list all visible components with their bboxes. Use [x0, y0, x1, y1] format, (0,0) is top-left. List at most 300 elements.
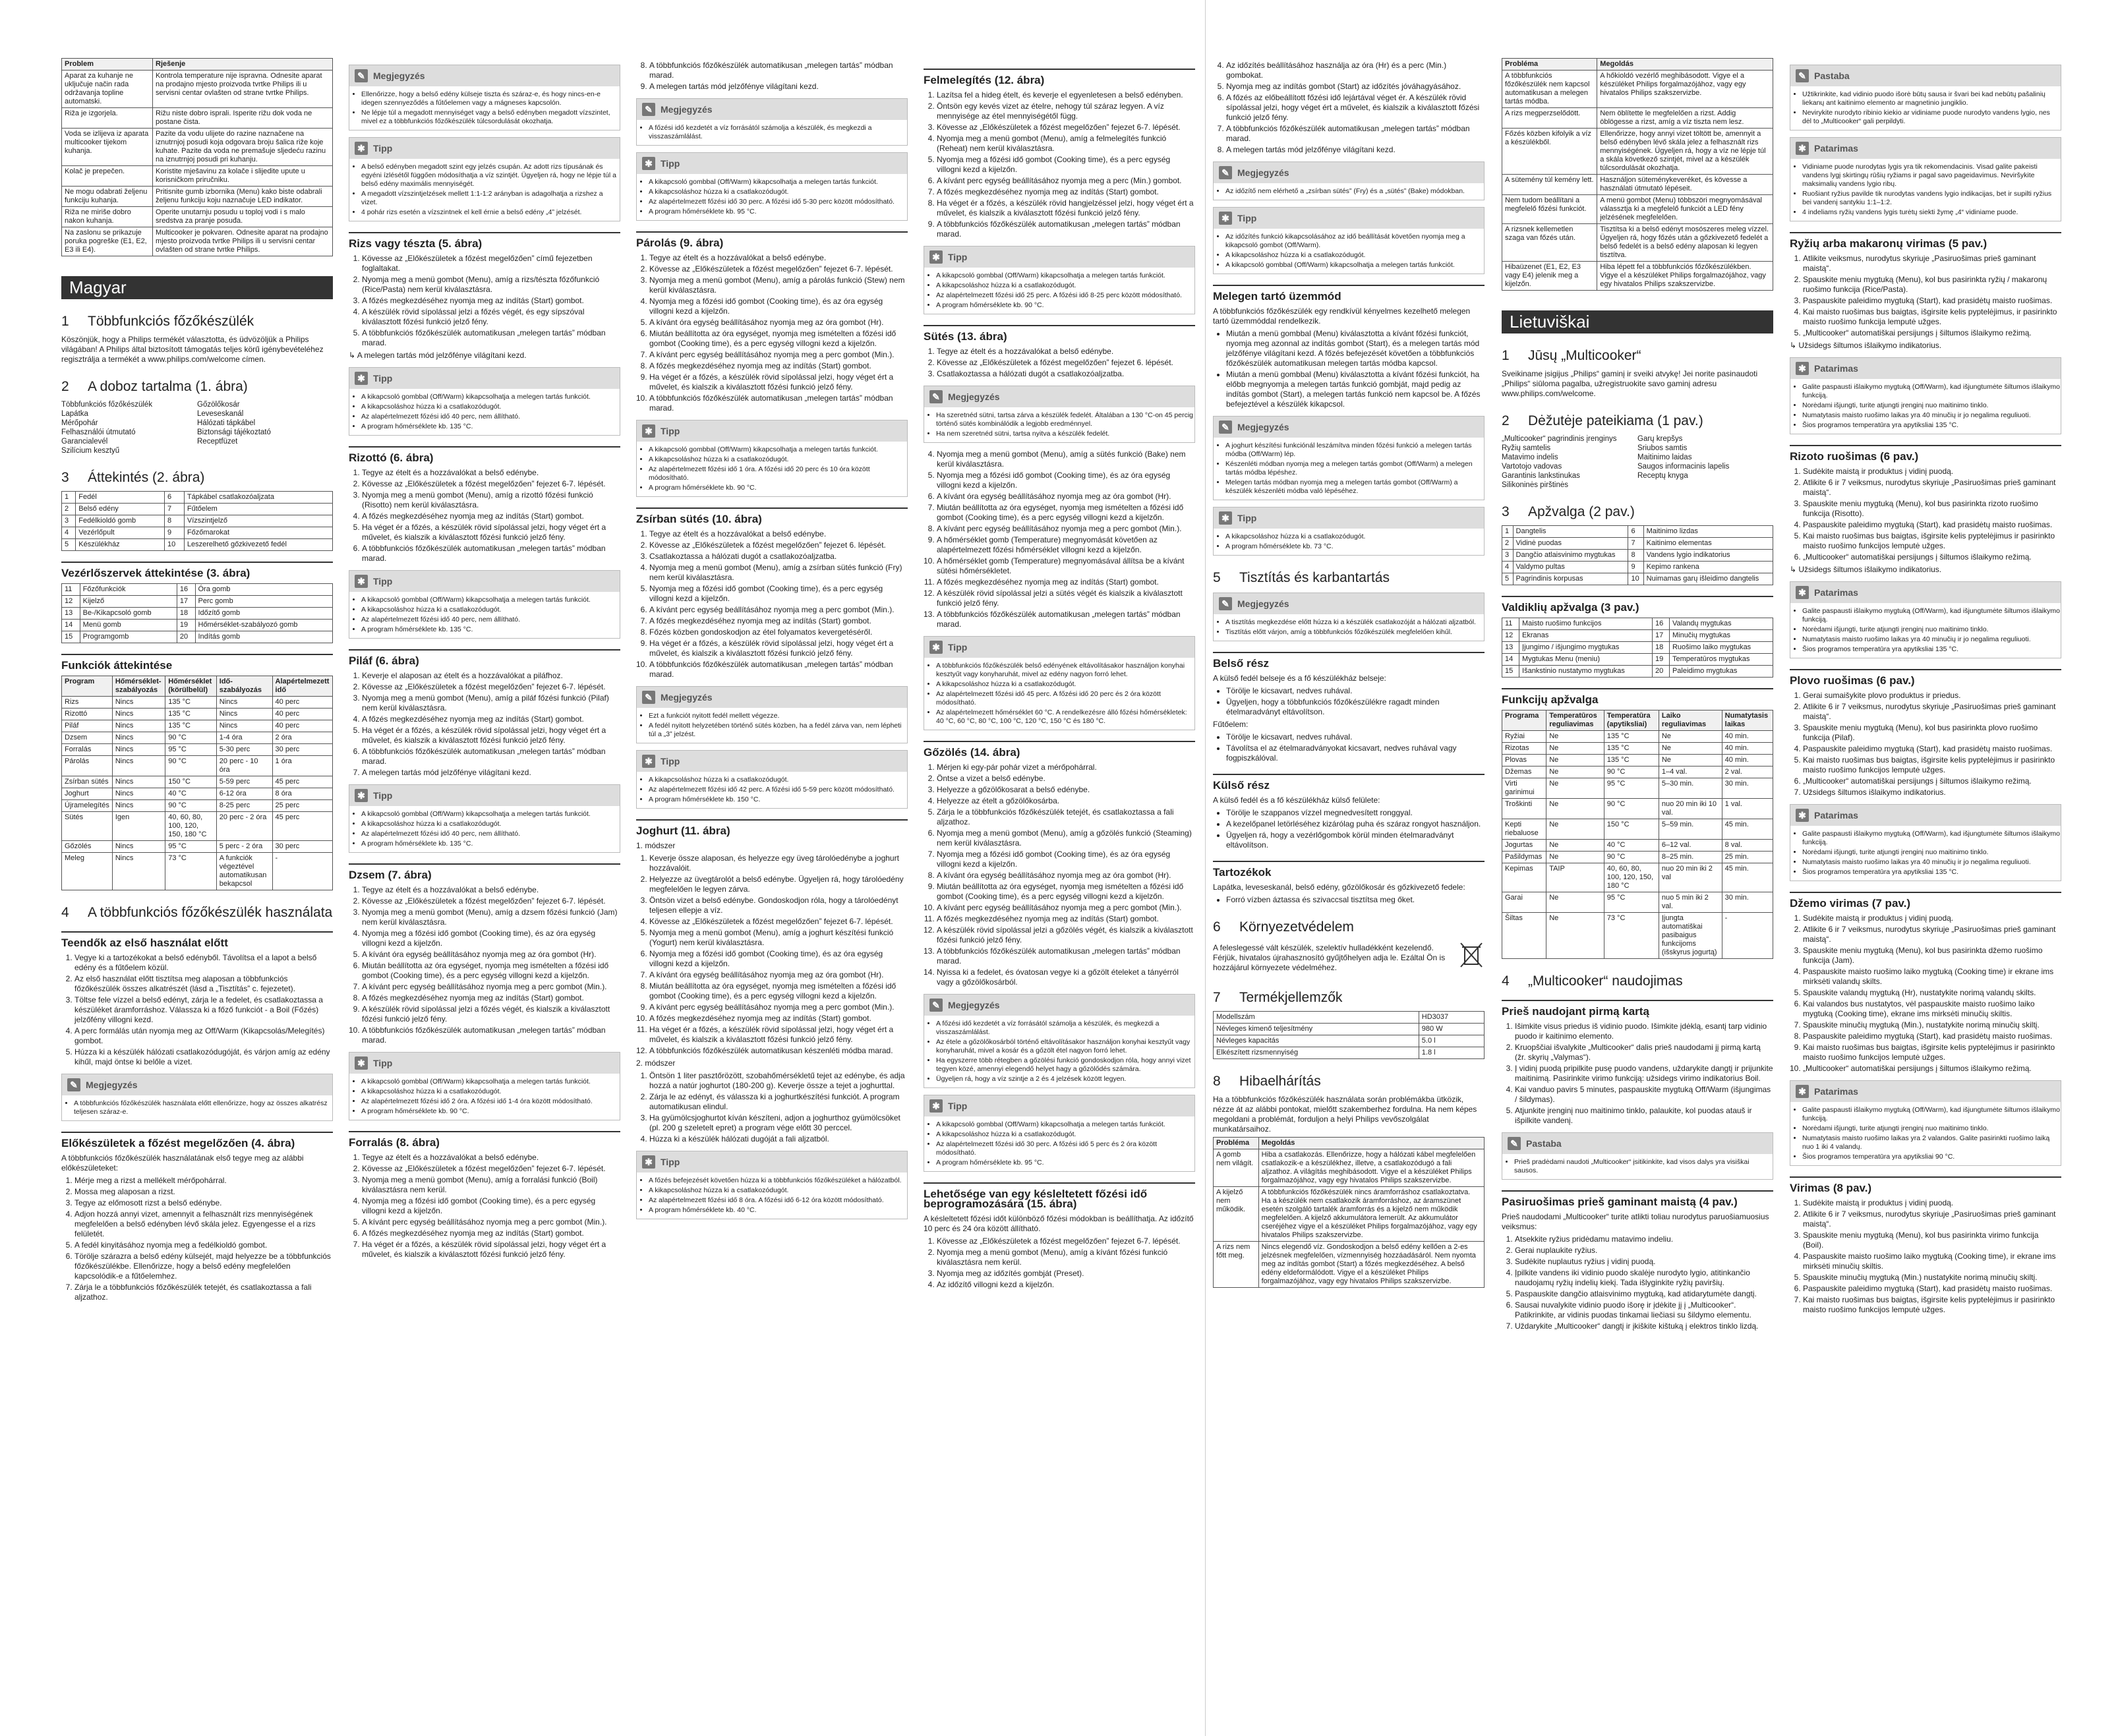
table-cell: 14: [62, 620, 80, 631]
tip-icon: ✱: [355, 789, 368, 802]
list-item: 1. Tegye az ételt és a hozzávalókat a belső edénybe.: [937, 347, 1195, 357]
boil-steps: [362, 1153, 620, 1259]
list-item: 2. Spauskite meniu mygtuką (Menu), kol bus pasirinkta ryžių / makaronų ruošimo funkcija (Rice/Pasta).: [1803, 275, 2061, 295]
table-cell: 6–12 val.: [1659, 840, 1722, 852]
table-cell: Įjungimo / išjungimo mygtukas: [1519, 642, 1653, 654]
functions-title: Funkciók áttekintése: [61, 654, 333, 670]
list-item: 7. Kai maisto ruošimas bus baigtas, išgirsite kelis pyptelėjimus ir pasirinkto maisto ruošimo funkcijos lemputė užges.: [1803, 1295, 2061, 1315]
table-cell: Voda se izlijeva iz aparata multicooker tijekom kuhanja.: [62, 129, 153, 166]
table-cell: 95 °C: [1604, 892, 1659, 913]
table-cell: 135 °C: [165, 709, 217, 720]
list-item: • Ha nem szeretnéd sütni, tartsa nyitva a készülék fedelét.: [936, 430, 1194, 438]
table-header-row: [1502, 710, 1773, 731]
prep-steps: [1515, 1234, 1773, 1331]
note-box: ✎ Megjegyzés • Az időzítő nem elérhető a „zsírban sütés” (Fry) és a „sütés” (Bake) módokban.: [1213, 161, 1485, 200]
table-cell: Programgomb: [80, 631, 177, 643]
table-row: [1502, 642, 1773, 654]
table-cell: 40 perc: [272, 720, 332, 732]
list-item: 6. Paspauskite paleidimo mygtuką (Start), kad prasidėtų maisto ruošimas.: [1803, 1284, 2061, 1294]
table-cell: 5.0 l: [1419, 1035, 1484, 1047]
note-icon: ✎: [929, 390, 943, 403]
list-item: • Norėdami išjungti, turite atjungti įrenginį nuo maitinimo tinklo.: [1802, 848, 2061, 857]
table-cell: 7: [1628, 538, 1643, 550]
table-cell: Névleges kapacitás: [1214, 1035, 1419, 1047]
rice-steps: [362, 254, 620, 348]
table-row: [62, 129, 333, 166]
list-item: • Norėdami išjungti, turite atjungti įrenginį nuo maitinimo tinklo.: [1802, 1124, 2061, 1133]
list-item: 2. Öntsön egy kevés vizet az ételre, nehogy túl száraz legyen. A víz mennyisége az étel mennyiségétől függ.: [937, 101, 1195, 121]
table-header-cell: Temperatūra (apytiksliai): [1604, 710, 1659, 731]
list-item: 5. Zárja le a többfunkciós főzőkészülék tetejét, és csatlakoztassa a fali aljzathoz.: [937, 807, 1195, 827]
list-item: 10. A többfunkciós főzőkészülék automatikusan „melegen tartás” módban marad.: [362, 1026, 620, 1045]
table-cell: 5-30 perc: [216, 744, 272, 756]
table-cell: Ne: [1659, 743, 1722, 755]
table-row: [1502, 840, 1773, 852]
table-cell: Ne: [1659, 755, 1722, 767]
list-item: 3. Į vidinį puodą pripilkite pusę puodo vandens, uždarykite dangtį ir prijunkite maitinimą. Pasirinkite virimo funkciją: užsidegs virimo indikatorius Boil.: [1515, 1064, 1773, 1084]
list-item: 7. Uždarykite „Multicooker“ dangtį ir įkiškite kištuką į elektros tinklo lizdą.: [1515, 1321, 1773, 1331]
bake-steps-2: [937, 449, 1195, 629]
list-item: 3. Csatlakoztassa a hálózati dugót a csatlakozóaljzatba.: [937, 369, 1195, 379]
tip-icon: ✱: [355, 1056, 368, 1070]
box-item: Garantinis lankstinukas: [1502, 472, 1580, 480]
table-cell: Nincs: [216, 709, 272, 720]
list-item: • A program hőmérséklete kb. 135 °C.: [361, 422, 620, 431]
list-item: 3. Nyomja meg a menü gombot (Menu), amíg a forralási funkció (Boil) kiválasztásra nem kerül.: [362, 1175, 620, 1195]
box-contents: [1502, 434, 1773, 490]
table-cell: 150 °C: [165, 776, 217, 788]
table-cell: nuo 20 min iki 2 val: [1659, 863, 1722, 892]
list-item: 4. A perc formálás után nyomja meg az Off/Warm (Kikapcsolás/Melegítés) gombot.: [74, 1026, 333, 1046]
list-item: 2. Atlikite 6 ir 7 veiksmus, nurodytus skyriuje „Pasiruošimas prieš gaminant maistą“.: [1803, 702, 2061, 722]
list-item: 1. Sudėkite maistą ir produktus į vidinį puodą.: [1803, 467, 2061, 477]
inside-text: A külső fedél belseje és a fő készülékház belseje:: [1213, 674, 1386, 683]
list-item: • 4 pohár rizs esetén a vízszintnek el kell érnie a belső edény „4” jelzését.: [361, 208, 620, 217]
list-item: 2. Helyezze az üvegtárolót a belső edénybe. Ügyeljen rá, hogy tárolóedény megfelelően le legyen zárva.: [649, 875, 908, 894]
list-item: 5. Húzza ki a készülék hálózati csatlakozódugóját, és várjon amíg az edény kihűl, majd öntse ki belőle a vizet.: [74, 1047, 333, 1067]
pilaf-steps: [1803, 691, 2061, 797]
table-row: [62, 709, 333, 720]
table-cell: 90 °C: [1604, 852, 1659, 863]
table-header-cell: Hőmérséklet-szabályozás: [112, 676, 165, 697]
tip-box: ✱ Tipp • A többfunkciós főzőkészülék belső edényének eltávolításakor használjon konyhai kesztyűt vagy konyharuhát, mivel az edény nagyon forró lehet. • A kikapcsoláshoz húzza ki a csatlakozódugót. • Az alapértelmezett főzési idő 45 perc. A főzési idő 20 perc és 2 óra között módosítható. • Az alapértelmezett hőmérséklet 60 °C. A rendelkezésre álló főzési hőmérsékletek: 40 °C, 60 °C, 80 °C, 100 °C, 120 °C, 150 °C és 180 °C.: [924, 636, 1195, 730]
list-item: • Az alapértelmezett főzési idő 1 óra. A főzési idő 20 perc és 10 óra között módosítható.: [649, 465, 907, 482]
list-item: • A kikapcsoló gombbal (Off/Warm) kikapcsolhatja a melegen tartás funkciót.: [936, 1120, 1194, 1129]
table-cell: 135 °C: [1604, 731, 1659, 743]
list-item: • A kikapcsoláshoz húzza ki a csatlakozódugót.: [361, 820, 620, 828]
list-item: • Numatytasis maisto ruošimo laikas yra 40 minučių ir jo negalima reguliuoti.: [1802, 635, 2061, 644]
list-item: 2. Kövesse az „Előkészületek a főzést megelőzően” fejezet 6. lépését.: [649, 540, 908, 550]
first-use-steps: [1515, 1022, 1773, 1126]
table-cell: 135 °C: [165, 697, 217, 709]
list-item: • A kikapcsoló gombbal (Off/Warm) kikapcsolhatja a melegen tartás funkciót.: [649, 178, 907, 187]
list-item: 7. A kívánt óra egység beállításához nyomja meg az óra gombot (Hr).: [649, 970, 908, 980]
box-item: Ryžių samtelis: [1502, 444, 1551, 452]
table-cell: nuo 20 min iki 10 val.: [1659, 799, 1722, 819]
table-cell: Modellszám: [1214, 1012, 1419, 1024]
list-item: 6. A kívánt perc egység beállításához nyomja meg a perc (Min.) gombot.: [937, 176, 1195, 186]
table-cell: 30 perc: [272, 744, 332, 756]
table-cell: Időzítő gomb: [195, 608, 333, 620]
prep-steps: [74, 1176, 333, 1302]
table-cell: A többfunkciós főzőkészülék nem kapcsol automatikusan a melegen tartás módba.: [1502, 71, 1597, 108]
list-item: 3. Ha gyümölcsjoghurtot kíván készíteni, adjon a joghurthoz gyümölcsöket (pl. 200 g szeletelt epret) a program vége előtt 30 perccel.: [649, 1113, 908, 1133]
table-cell: Rizs: [62, 697, 113, 709]
table-cell: 8: [165, 515, 185, 527]
table-cell: Főzőfunkciók: [80, 584, 177, 596]
table-cell: 1 val.: [1722, 799, 1773, 819]
box-item: Leveseskanál: [197, 410, 244, 418]
list-item: 4. Nyomja meg a menü gombot (Menu), amíg a felmelegítés funkció (Reheat) nem kerül kiválasztásra.: [937, 134, 1195, 154]
note-box: ✎ Megjegyzés • Ellenőrizze, hogy a belső edény külseje tiszta és száraz-e, és hogy nincs-en-e idegen szennyeződés a fűtőelemen vagy a mágneses kapcsolón. • Ne lépje túl a megadott mennyiséget vagy a belső edényben megadott vízszintet, mivel ez a többfunkciós főzőkészülék túlcsordulását okozhatja.: [349, 65, 620, 130]
box-item: Saugos informacinis lapelis: [1637, 463, 1730, 471]
list-item: 2. Mossa meg alaposan a rizst.: [74, 1187, 333, 1197]
box-item: Vartotojo vadovas: [1502, 463, 1562, 471]
box-item: „Multicooker“ pagrindinis įrenginys: [1502, 435, 1617, 443]
list-item: 2. Kövesse az „Előkészületek a főzést megelőzően” fejezet 6-7. lépését.: [362, 896, 620, 906]
table-cell: Ryžiai: [1502, 731, 1546, 743]
table-cell: 3: [62, 515, 76, 527]
table-row: [1214, 1012, 1485, 1024]
list-item: • Galite paspausti išlaikymo mygtuką (Off/Warm), kad išjungtumėte šiltumos išlaikymo funkciją.: [1802, 607, 2061, 624]
table-cell: Hőmérséklet-szabályozó gomb: [195, 620, 333, 631]
table-cell: 15: [62, 631, 80, 643]
table-cell: Vízszintjelző: [184, 515, 332, 527]
list-item: 5. „Multicooker“ automatiškai persijungs į šiltumos išlaikymo režimą.: [1803, 328, 2061, 338]
list-item: 5. A többfunkciós főzőkészülék automatikusan „melegen tartás” módban marad.: [362, 328, 620, 348]
list-item: • A kikapcsoláshoz húzza ki a csatlakozódugót.: [649, 455, 907, 464]
table-row: [62, 800, 333, 812]
list-item: 6. A többfunkciós főzőkészülék automatikusan „melegen tartás” módban marad.: [362, 747, 620, 767]
table-row: [1502, 819, 1773, 840]
table-cell: 8: [1628, 550, 1643, 562]
box-item: Garancialevél: [61, 438, 108, 446]
table-cell: Pritisnite gumb izbornika (Menu) kako biste odabrali željenu funkciju koju naznačuje LED indikator.: [153, 187, 333, 207]
box-item: Receptfüzet: [197, 438, 238, 446]
warm-list: [1226, 329, 1485, 409]
list-item: 7. A melegen tartás mód jelzőfénye világítani kezd.: [362, 768, 620, 778]
table-cell: Nincs: [112, 732, 165, 744]
yogurt-steps: [649, 854, 908, 1056]
list-item: • Ügyeljen rá, hogy a vezérlőgombok körül minden ételmaradványt eltávolítson.: [1226, 830, 1485, 850]
section-2-title: 2 Dėžutėje pateikiama (1 pav.): [1502, 413, 1703, 428]
table-header-cell: Idő-szabályozás: [216, 676, 272, 697]
table-cell: 12: [62, 596, 80, 608]
table-cell: 20 perc - 2 óra: [216, 812, 272, 841]
jam-steps: [1803, 913, 2061, 1074]
table-header-cell: Hőmérséklet (körülbelül): [165, 676, 217, 697]
section-7-title: 7 Termékjellemzők: [1213, 990, 1343, 1005]
list-item: 6. A többfunkciós főzőkészülék automatikusan „melegen tartás” módban marad.: [362, 544, 620, 564]
list-item: 4. Paspauskite maisto ruošimo laiko mygtuką (Cooking time) ir ekrane ims mirksėti valandų skilts.: [1803, 967, 2061, 987]
table-cell: Rižu niste dobro isprali. Isperite rižu dok voda ne postane čista.: [153, 108, 333, 129]
list-item: 3. Kövesse az „Előkészületek a főzést megelőzően” fejezet 6-7. lépését.: [937, 123, 1195, 132]
warm-title: Melegen tartó üzemmód: [1213, 285, 1485, 301]
table-cell: 40, 60, 80, 100, 120, 150, 180 °C: [1604, 863, 1659, 892]
list-item: 11. A főzés megkezdéséhez nyomja meg az indítás (Start) gombot.: [937, 914, 1195, 924]
list-item: 3. Nyomja meg a menü gombot (Menu), amíg a rizottó főzési funkció (Risotto) nem kerül kiválasztásra.: [362, 490, 620, 510]
table-cell: Leszerelhető gőzkivezető fedél: [184, 539, 332, 551]
section-1-title: 1 Többfunkciós főzőkészülék: [61, 314, 254, 329]
list-item: • A program hőmérséklete kb. 90 °C.: [361, 1107, 620, 1116]
table-cell: Zsírban sütés: [62, 776, 113, 788]
table-row: [62, 504, 333, 515]
table-cell: 95 °C: [165, 744, 217, 756]
tip-icon: ✱: [1219, 212, 1232, 225]
tip-box: ✱ Tipp • A kikapcsoláshoz húzza ki a csatlakozódugót. • A program hőmérséklete kb. 73 °C.: [1213, 507, 1485, 556]
table-cell: Nincs: [112, 788, 165, 800]
table-cell: A menü gombot (Menu) többszöri megnyomásával válassztja ki a megfelelő funkciót a LED fény jelzésének megfelelően.: [1597, 195, 1773, 224]
tip-icon: ✱: [1219, 511, 1232, 525]
table-cell: Dangtelis: [1513, 526, 1628, 538]
list-item: • Távolítsa el az ételmaradványokat kicsavart, nedves ruhával vagy fogpiszkálóval.: [1226, 743, 1485, 763]
list-item: • Forró vízben áztassa és szivaccsal tisztítsa meg őket.: [1226, 895, 1485, 905]
table-row: [1502, 129, 1773, 175]
list-item: 2. Kruopščiai išvalykite „Multicooker“ dalis prieš naudodami jį pirmą kartą (žr. skyrių „Valymas“).: [1515, 1043, 1773, 1062]
table-cell: 19: [1652, 654, 1669, 666]
table-cell: 7: [165, 504, 185, 515]
table-cell: Kijelző: [80, 596, 177, 608]
tip-icon: ✱: [355, 575, 368, 588]
section-3-title: 3 Áttekintés (2. ábra): [61, 470, 205, 485]
list-item: • Galite paspausti išlaikymo mygtuką (Off/Warm), kad išjungtumėte šiltumos išlaikymo funkciją.: [1802, 383, 2061, 400]
list-item: 6. Törölje szárazra a belső edény külsejét, majd helyezze be a többfunkciós főzőkészülékbe. Ellenőrizze, hogy a belső edény megfelelően kapcsolódik-e a fűtőelemhez.: [74, 1252, 333, 1281]
table-cell: Joghurt: [62, 788, 113, 800]
list-item: 4. Paspauskite paleidimo mygtuką (Start), kad prasidėtų maisto ruošimas.: [1803, 744, 2061, 754]
box-contents: [61, 400, 333, 455]
problems-table-hr: [61, 58, 333, 256]
list-item: • Az alapértelmezett főzési idő 40 perc, nem állítható.: [361, 830, 620, 838]
risotto-steps: [362, 468, 620, 564]
environment-text: A feleslegessé vált készülék, szelektív hulladékként kezelendő. Férjük, hivatalos újrahasznosító gyűjtőhelyen adja le. Ezáltal Ön is hozzájárul környezete védelméhez.: [1213, 943, 1446, 972]
list-item: 11. A főzés megkezdéséhez nyomja meg az indítás (Start) gombot.: [937, 577, 1195, 587]
list-item: 8. Ha véget ér a főzés, a készülék rövid hangjelzéssel jelzi, hogy véget ért a művelet, és kialszik a kiválasztott főzési funkció jelző fény.: [937, 198, 1195, 218]
list-item: • 4 indeliams ryžių vandens lygis turėtų siekti žymę „4“ vidiniame puode.: [1802, 208, 2061, 217]
table-cell: Dzsem: [62, 732, 113, 744]
table-cell: Meleg: [62, 853, 113, 890]
list-item: 5. Nyomja meg a menü gombot (Menu), amíg a joghurt készítési funkció (Yogurt) nem kerül kiválasztásra.: [649, 928, 908, 948]
accessories-list: [1226, 895, 1485, 905]
list-item: • Az étele a gőzölőkosárból történő eltávolításakor használjon konyhai kesztyűt vagy konyharuhát, mivel a kosár és a gőzölt étel nagyon forró lehet.: [936, 1038, 1194, 1055]
table-row: [62, 620, 333, 631]
list-item: 6. Miután beállította az óra egységet, nyomja meg ismételten a főzési idő gombot (Cooking time), és a perc egység villogni kezd a kijelzőn.: [362, 961, 620, 981]
table-cell: Piláf: [62, 720, 113, 732]
list-item: • A program hőmérséklete kb. 90 °C.: [936, 301, 1194, 310]
note-icon: ✎: [642, 691, 655, 704]
table-cell: 17: [177, 596, 195, 608]
list-item: • Az alapértelmezett főzési idő 40 perc, nem állítható.: [361, 413, 620, 421]
section-2-title: 2 A doboz tartalma (1. ábra): [61, 379, 248, 394]
controls-table: [61, 583, 333, 643]
list-item: 10. „Multicooker“ automatiškai persijungs į šiltumos išlaikymo režimą.: [1803, 1064, 2061, 1074]
list-item: 2. Gerai nuplaukite ryžius.: [1515, 1246, 1773, 1256]
table-row: [1214, 1187, 1485, 1242]
list-item: 1. Vegye ki a tartozékokat a belső edényből. Távolítsa el a lapot a belső edény és a fűtőelem közül.: [74, 953, 333, 973]
table-cell: 4: [62, 527, 76, 539]
table-row: [62, 631, 333, 643]
tip-box: ✱ Tipp • A kikapcsoló gombbal (Off/Warm) kikapcsolhatja a melegen tartás funkciót. • A kikapcsoláshoz húzza ki a csatlakozódugót. • Az alapértelmezett főzési idő 40 perc, nem állítható. • A program hőmérséklete kb. 135 °C.: [349, 570, 620, 639]
list-item: 6. Miután beállította az óra egységet, nyomja meg ismételten a főzési idő gombot (Cooking time), és a perc egység villogni kezd a kijelzőn.: [649, 329, 908, 349]
table-cell: 90 °C: [1604, 799, 1659, 819]
box-item: [1637, 480, 1773, 490]
table-row: [62, 71, 333, 108]
tip-box: ✱ Patarimas • Galite paspausti išlaikymo mygtuką (Off/Warm), kad išjungtumėte šiltumos išlaikymo funkciją. • Norėdami išjungti, turite atjungti įrenginį nuo maitinimo tinklo. • Numatytasis maisto ruošimo laikas yra 40 minučių ir jo negalima reguliuoti. • Šios programos temperatūra yra apytiksliai 135 °C.: [1790, 804, 2061, 881]
table-cell: 40 perc: [272, 697, 332, 709]
list-item: 2. Zárja le az edényt, és válassza ki a joghurtkészítési funkciót. A program automatikusan elindul.: [649, 1092, 908, 1112]
list-item: 9. Ha véget ér a főzés, a készülék rövid sípolással jelzi, hogy véget ért a művelet, és kialszik a kiválasztott főzési funkció jelző fény.: [649, 639, 908, 658]
table-cell: Riža ne miriše dobro nakon kuhanja.: [62, 207, 153, 227]
list-item: • A kikapcsoláshoz húzza ki a csatlakozódugót.: [1225, 251, 1484, 260]
list-item: • A kikapcsoláshoz húzza ki a csatlakozódugót.: [649, 1186, 907, 1195]
yogurt-method-2: 2. módszer: [636, 1058, 676, 1068]
tip-icon: ✱: [642, 424, 655, 438]
table-row: [1502, 573, 1773, 585]
risotto-title: Rizottó (6. ábra): [349, 446, 620, 463]
note-box: ✎ Megjegyzés • A főzési idő kezdetét a víz forrásától számolja a készülék, és megkezdi a visszaszámlálást.: [636, 98, 908, 146]
table-row: [1502, 618, 1773, 630]
list-item: • A program hőmérséklete kb. 90 °C.: [649, 484, 907, 492]
table-header-cell: Probléma: [1214, 1138, 1259, 1149]
table-cell: 1 óra: [272, 756, 332, 776]
preset-title: Lehetősége van egy késleltetett főzési idő beprogramozására (15. ábra): [924, 1182, 1195, 1209]
table-cell: 150 °C: [1604, 819, 1659, 840]
list-item: 10. A hőmérséklet gomb (Temperature) megnyomásával állítsa be a kívánt sütési hőmérsékletet.: [937, 556, 1195, 576]
table-cell: 16: [1652, 618, 1669, 630]
table-cell: 6: [1628, 526, 1643, 538]
list-item: 3. Nyomja meg a menü gombot (Menu), amíg a piláf főzési funkció (Pilaf) nem kerül kiválasztásra.: [362, 693, 620, 713]
table-cell: 40, 60, 80, 100, 120, 150, 180 °C: [165, 812, 217, 841]
table-cell: Belső edény: [76, 504, 165, 515]
list-item: • Az alapértelmezett főzési idő 42 perc. A főzési idő 5-59 perc között módosítható.: [649, 786, 907, 794]
table-cell: Készülékház: [76, 539, 165, 551]
table-cell: A többfunkciós főzőkészülék nincs áramforráshoz csatlakoztatva. Ha a készülék nem csatlakozik áramforráshoz, az áramszünet esetén szolgáló tartalék áramforrás és a kijelző nem működik megfelelően. A kijelző akkumulátora lemerült. Az akkumulátor cseréjéhez vigye el a készüléket Philips forgalmazójához, vagy egy hivatalos Philips szakszervizbe.: [1258, 1187, 1484, 1242]
list-item: • Šios programos temperatūra yra apytiksliai 135 °C.: [1802, 421, 2061, 430]
table-cell: Temperatūros mygtukas: [1669, 654, 1773, 666]
table-header-cell: Programa: [1502, 710, 1546, 731]
box-item: Sriubos samtis: [1637, 444, 1688, 452]
list-item: 7. A többfunkciós főzőkészülék automatikusan „melegen tartás” módban marad.: [1226, 124, 1485, 144]
box-item: [197, 446, 333, 455]
table-cell: 1-4 óra: [216, 732, 272, 744]
list-item: • Užtikrinkite, kad vidinio puodo išorė būtų sausa ir švari bei kad nebūtų pašalinių liekanų ant kaitinimo elemento ar magnetinio jungiklio.: [1802, 90, 2061, 107]
section-1-title: 1 Jūsų „Multicooker“: [1502, 348, 1641, 363]
table-cell: Párolás: [62, 756, 113, 776]
list-item: 1. Tegye az ételt és a hozzávalókat a belső edénybe.: [362, 1153, 620, 1163]
table-cell: Ne: [1659, 731, 1722, 743]
table-cell: Fűtőelem: [184, 504, 332, 515]
section-4-title: 4 A többfunkciós főzőkészülék használata: [61, 905, 333, 920]
list-item: 2. Öntse a vizet a belső edénybe.: [937, 774, 1195, 784]
table-row: [62, 841, 333, 853]
table-cell: A rizsnek kellemetlen szaga van főzés után.: [1502, 224, 1597, 262]
list-item: • A kikapcsoláshoz húzza ki a csatlakozódugót.: [361, 1087, 620, 1096]
table-row: [62, 732, 333, 744]
list-item: 4. Įpilkite vandens iki vidinio puodo skalėje nurodyto lygio, atitinkančio naudojamų ryžių indelių kiekį. Tada išlyginkite ryžių paviršių.: [1515, 1268, 1773, 1288]
list-item: 4. Nyomja meg a menü gombot (Menu), amíg a zsírban sütés funkció (Fry) nem kerül kiválasztásra.: [649, 563, 908, 583]
list-item: 6. A kívánt perc egység beállításához nyomja meg a perc gombot (Min.).: [649, 605, 908, 615]
list-item: 1. Kövesse az „Előkészületek a főzést megelőzően” című fejezetben foglaltakat.: [362, 254, 620, 274]
list-item: • Ha szeretnéd sütni, tartsa zárva a készülék fedelét. Általában a 130 °C-on 45 percig történő sütés kombinálódik a legjobb eredménnyel.: [936, 411, 1194, 428]
table-cell: Ne: [1546, 778, 1604, 799]
table-cell: 16: [177, 584, 195, 596]
table-cell: Kolač je prepečen.: [62, 166, 153, 187]
table-cell: 9: [165, 527, 185, 539]
list-item: 4. Nyomja meg a főzési idő gombot (Cooking time), és a perc egység villogni kezd a kijelzőn.: [362, 1196, 620, 1216]
list-item: 12. A többfunkciós főzőkészülék automatikusan készenléti módba marad.: [649, 1046, 908, 1056]
list-item: 1. Mérjen ki egy-pár pohár vizet a mérőpohárral.: [937, 763, 1195, 772]
table-cell: 5: [62, 539, 76, 551]
table-cell: Nuimamas garų išleidimo dangtelis: [1643, 573, 1773, 585]
table-cell: 73 °C: [165, 853, 217, 890]
list-item: 14. Nyissa ki a fedelet, és óvatosan vegye ki a gőzölt ételeket a tányérról vagy a gőzölőkosárból.: [937, 968, 1195, 987]
note-icon: ✎: [1219, 166, 1232, 179]
tip-box: ✱ Patarimas • Galite paspausti išlaikymo mygtuką (Off/Warm), kad išjungtumėte šiltumos išlaikymo funkciją. • Norėdami išjungti, turite atjungti įrenginį nuo maitinimo tinklo. • Numatytasis maisto ruošimo laikas yra 40 minučių ir jo negalima reguliuoti. • Šios programos temperatūra yra apytiksliai 135 °C.: [1790, 581, 2061, 658]
table-cell: Na zaslonu se prikazuje poruka pogreške (E1, E2, E3 ili E4).: [62, 227, 153, 256]
list-item: 6. A főzés az előbeállított főzési idő lejártával véget ér. A készülék rövid sípolással jelzi, hogy véget ért a művelet, és kialszik a kiválasztott főzési funkció jelző fény.: [1226, 93, 1485, 123]
box-item: Gőzölőkosár: [197, 401, 240, 409]
table-cell: 2: [62, 504, 76, 515]
list-item: 4. Az időzítő villogni kezd a kijelzőn.: [937, 1280, 1195, 1290]
table-cell: Ne: [1546, 743, 1604, 755]
table-cell: Pagrindinis korpusas: [1513, 573, 1628, 585]
list-item: • A kikapcsoló gombbal (Off/Warm) kikapcsolhatja a melegen tartás funkciót.: [649, 446, 907, 454]
list-item: 9. A többfunkciós főzőkészülék automatikusan „melegen tartás” módban marad.: [937, 219, 1195, 239]
box-item: Matavimo indelis: [1502, 453, 1558, 461]
list-item: 9. A melegen tartás mód jelzőfénye világítani kezd.: [649, 82, 908, 92]
table-cell: A rizs nem főtt meg.: [1214, 1242, 1259, 1288]
table-cell: Újramelegítés: [62, 800, 113, 812]
fry-title: Zsírban sütés (10. ábra): [636, 507, 908, 524]
table-row: [1502, 195, 1773, 224]
list-item: • A többfunkciós főzőkészülék belső edényének eltávolításakor használjon konyhai kesztyűt vagy konyharuhát, mivel az edény nagyon forró lehet.: [936, 662, 1194, 679]
list-item: 8. Miután beállította az óra egységet, nyomja meg ismételten a főzési idő gombot (Cooking time), és a perc egység villogni kezd a kijelzőn.: [649, 981, 908, 1001]
table-cell: 20 perc - 10 óra: [216, 756, 272, 776]
table-cell: Nem tudom beállítani a megfelelő főzési funkciót.: [1502, 195, 1597, 224]
table-cell: 1–4 val.: [1659, 767, 1722, 778]
table-cell: 1: [62, 492, 76, 504]
list-item: • A program hőmérséklete kb. 73 °C.: [1225, 542, 1484, 551]
table-cell: Nincs: [112, 841, 165, 853]
list-item: • Melegen tartás módban nyomja meg a melegen tartás gombot (Off/Warm) a készülék készenléti módba való lépéséhez.: [1225, 478, 1484, 496]
table-cell: 15: [1502, 666, 1519, 678]
table-row: [62, 539, 333, 551]
list-item: 1. Išimkite visus priedus iš vidinio puodo. Išimkite įdėklą, esantį tarp vidinio puodo ir kaitinimo elemento.: [1515, 1022, 1773, 1041]
list-item: • A program hőmérséklete kb. 95 °C.: [936, 1159, 1194, 1167]
table-cell: Óra gomb: [195, 584, 333, 596]
preset-text: A késleltetett főzési időt különböző főzési módokban is beállíthatja. Az időzítő 10 perc és 24 óra között állítható.: [924, 1214, 1194, 1233]
table-cell: 10: [1628, 573, 1643, 585]
table-cell: 5: [1502, 573, 1514, 585]
table-cell: 8-25 perc: [216, 800, 272, 812]
table-cell: Perc gomb: [195, 596, 333, 608]
table-row: [1502, 666, 1773, 678]
note-box: ✎ Megjegyzés • Ezt a funkciót nyitott fedél mellett végezze. • A fedél nyitott helyzetében történő sütés közben, ha a fedél zárva van, nem lépheti túl a „3” jelzést.: [636, 686, 908, 743]
list-item: 3. Spauskite meniu mygtuką (Menu), kol bus pasirinkta virimo funkcija (Boil).: [1803, 1230, 2061, 1250]
list-item: • Az alapértelmezett főzési idő 8 óra. A főzési idő 6-12 óra között módosítható.: [649, 1196, 907, 1205]
table-cell: Operite unutarnju posudu u toploj vodi i s malo sredstva za pranje posuđa.: [153, 207, 333, 227]
table-cell: 135 °C: [1604, 755, 1659, 767]
note-box: ✎ Megjegyzés • A többfunkciós főzőkészülék használata előtt ellenőrizze, hogy az összes alkatrész teljesen száraz-e.: [61, 1074, 333, 1121]
note-box: ✎ Pastaba • Užtikrinkite, kad vidinio puodo išorė būtų sausa ir švari bei kad nebūtų pašalinių liekanų ant kaitinimo elemento ar magnetinio jungiklio. • Nevirykite nurodyto ribinio kiekio ar vidiniame puode nurodyto vandens lygio, nes dėl to „Multicooker“ gali perpildyti.: [1790, 65, 2061, 130]
table-cell: Hibaüzenet (E1, E2, E3 vagy E4) jelenik meg a kijelzőn.: [1502, 262, 1597, 291]
table-row: [62, 187, 333, 207]
table-cell: 6-12 óra: [216, 788, 272, 800]
tip-icon: ✱: [929, 1099, 943, 1113]
section-1-text: Köszönjük, hogy a Philips termékét választotta, és üdvözöljük a Philips világában! A Philips által biztosított támogatás teljes körű igénybevételéhez regisztrálja a termékét a www.philips.com/welcome címen.: [61, 335, 324, 364]
list-item: 4. Az időzítés beállításához használja az óra (Hr) és a perc (Min.) gombokat.: [1226, 61, 1485, 80]
list-item: • A kikapcsoláshoz húzza ki a csatlakozódugót.: [936, 680, 1194, 689]
table-row: [1502, 175, 1773, 195]
